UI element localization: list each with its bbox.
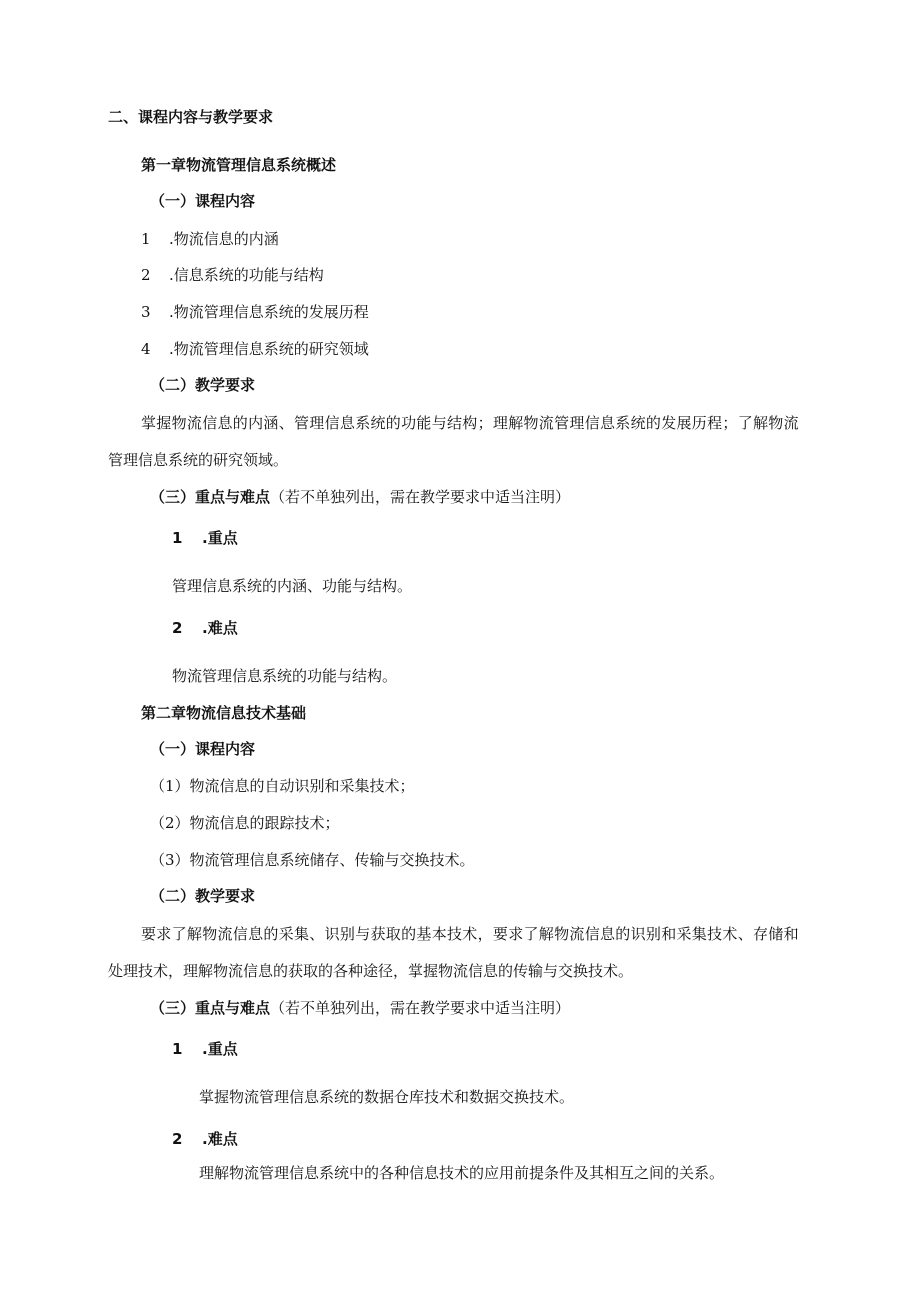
chapter2-title: 第二章物流信息技术基础 bbox=[141, 704, 307, 722]
key-heading-note: （若不单独列出，需在教学要求中适当注明） bbox=[270, 999, 571, 1017]
item-number: 2 bbox=[141, 266, 151, 284]
chapter1-difficulty-label bbox=[172, 618, 238, 638]
chapter1-item-3 bbox=[141, 302, 369, 322]
key-point-label: .重点 bbox=[202, 529, 238, 547]
chapter1-key-point-text: 管理信息系统的内涵、功能与结构。 bbox=[172, 577, 413, 595]
chapter2-requirements-line1: 要求了解物流信息的采集、识别与获取的基本技术，要求了解物流信息的识别和采集技术、存储和 bbox=[141, 925, 799, 943]
item-number: 1 bbox=[141, 230, 151, 248]
item-text: .物流信息的内涵 bbox=[169, 230, 279, 248]
key-point-number: 1 bbox=[172, 529, 183, 547]
chapter1-item-1 bbox=[141, 229, 279, 249]
chapter2-difficulty-text: 理解物流管理信息系统中的各种信息技术的应用前提条件及其相互之间的关系。 bbox=[199, 1164, 725, 1182]
chapter2-item-2: （2）物流信息的跟踪技术； bbox=[150, 814, 340, 832]
key-point-number: 1 bbox=[172, 1040, 183, 1058]
chapter1-difficulty-text: 物流管理信息系统的功能与结构。 bbox=[172, 667, 398, 685]
chapter1-title: 第一章物流管理信息系统概述 bbox=[141, 156, 337, 174]
chapter1-key-point-label bbox=[172, 528, 238, 548]
chapter2-content-heading: （一）课程内容 bbox=[150, 740, 256, 758]
chapter2-key-point-text: 掌握物流管理信息系统的数据仓库技术和数据交换技术。 bbox=[199, 1088, 575, 1106]
chapter1-requirements-heading: （二）教学要求 bbox=[150, 376, 256, 394]
chapter2-requirements-line2: 处理技术，理解物流信息的获取的各种途径，掌握物流信息的传输与交换技术。 bbox=[108, 962, 634, 980]
item-number: 4 bbox=[141, 340, 151, 358]
section-title: 二、课程内容与教学要求 bbox=[108, 108, 274, 126]
chapter2-item-1: （1）物流信息的自动识别和采集技术； bbox=[150, 777, 415, 795]
item-text: .物流管理信息系统的研究领域 bbox=[169, 340, 369, 358]
chapter1-requirements-line1: 掌握物流信息的内涵、管理信息系统的功能与结构；理解物流管理信息系统的发展历程；了解物流 bbox=[141, 414, 799, 432]
item-number: 3 bbox=[141, 303, 151, 321]
item-text: .信息系统的功能与结构 bbox=[169, 266, 324, 284]
chapter1-item-4 bbox=[141, 339, 369, 359]
key-heading-bold: （三）重点与难点 bbox=[150, 488, 271, 506]
key-point-label: .重点 bbox=[202, 1040, 238, 1058]
chapter1-key-heading bbox=[150, 487, 570, 507]
item-text: .物流管理信息系统的发展历程 bbox=[169, 303, 369, 321]
chapter2-key-heading bbox=[150, 998, 570, 1018]
difficulty-label: .难点 bbox=[202, 619, 238, 637]
key-heading-bold: （三）重点与难点 bbox=[150, 999, 271, 1017]
chapter1-requirements-line2: 管理信息系统的研究领域。 bbox=[108, 451, 289, 469]
chapter2-key-point-label bbox=[172, 1039, 238, 1059]
chapter2-requirements-heading: （二）教学要求 bbox=[150, 887, 256, 905]
difficulty-number: 2 bbox=[172, 619, 183, 637]
difficulty-number: 2 bbox=[172, 1130, 183, 1148]
chapter1-item-2 bbox=[141, 265, 324, 285]
chapter1-content-heading: （一）课程内容 bbox=[150, 192, 256, 210]
key-heading-note: （若不单独列出，需在教学要求中适当注明） bbox=[270, 488, 571, 506]
difficulty-label: .难点 bbox=[202, 1130, 238, 1148]
chapter2-difficulty-label bbox=[172, 1129, 238, 1149]
chapter2-item-3: （3）物流管理信息系统储存、传输与交换技术。 bbox=[150, 851, 475, 869]
